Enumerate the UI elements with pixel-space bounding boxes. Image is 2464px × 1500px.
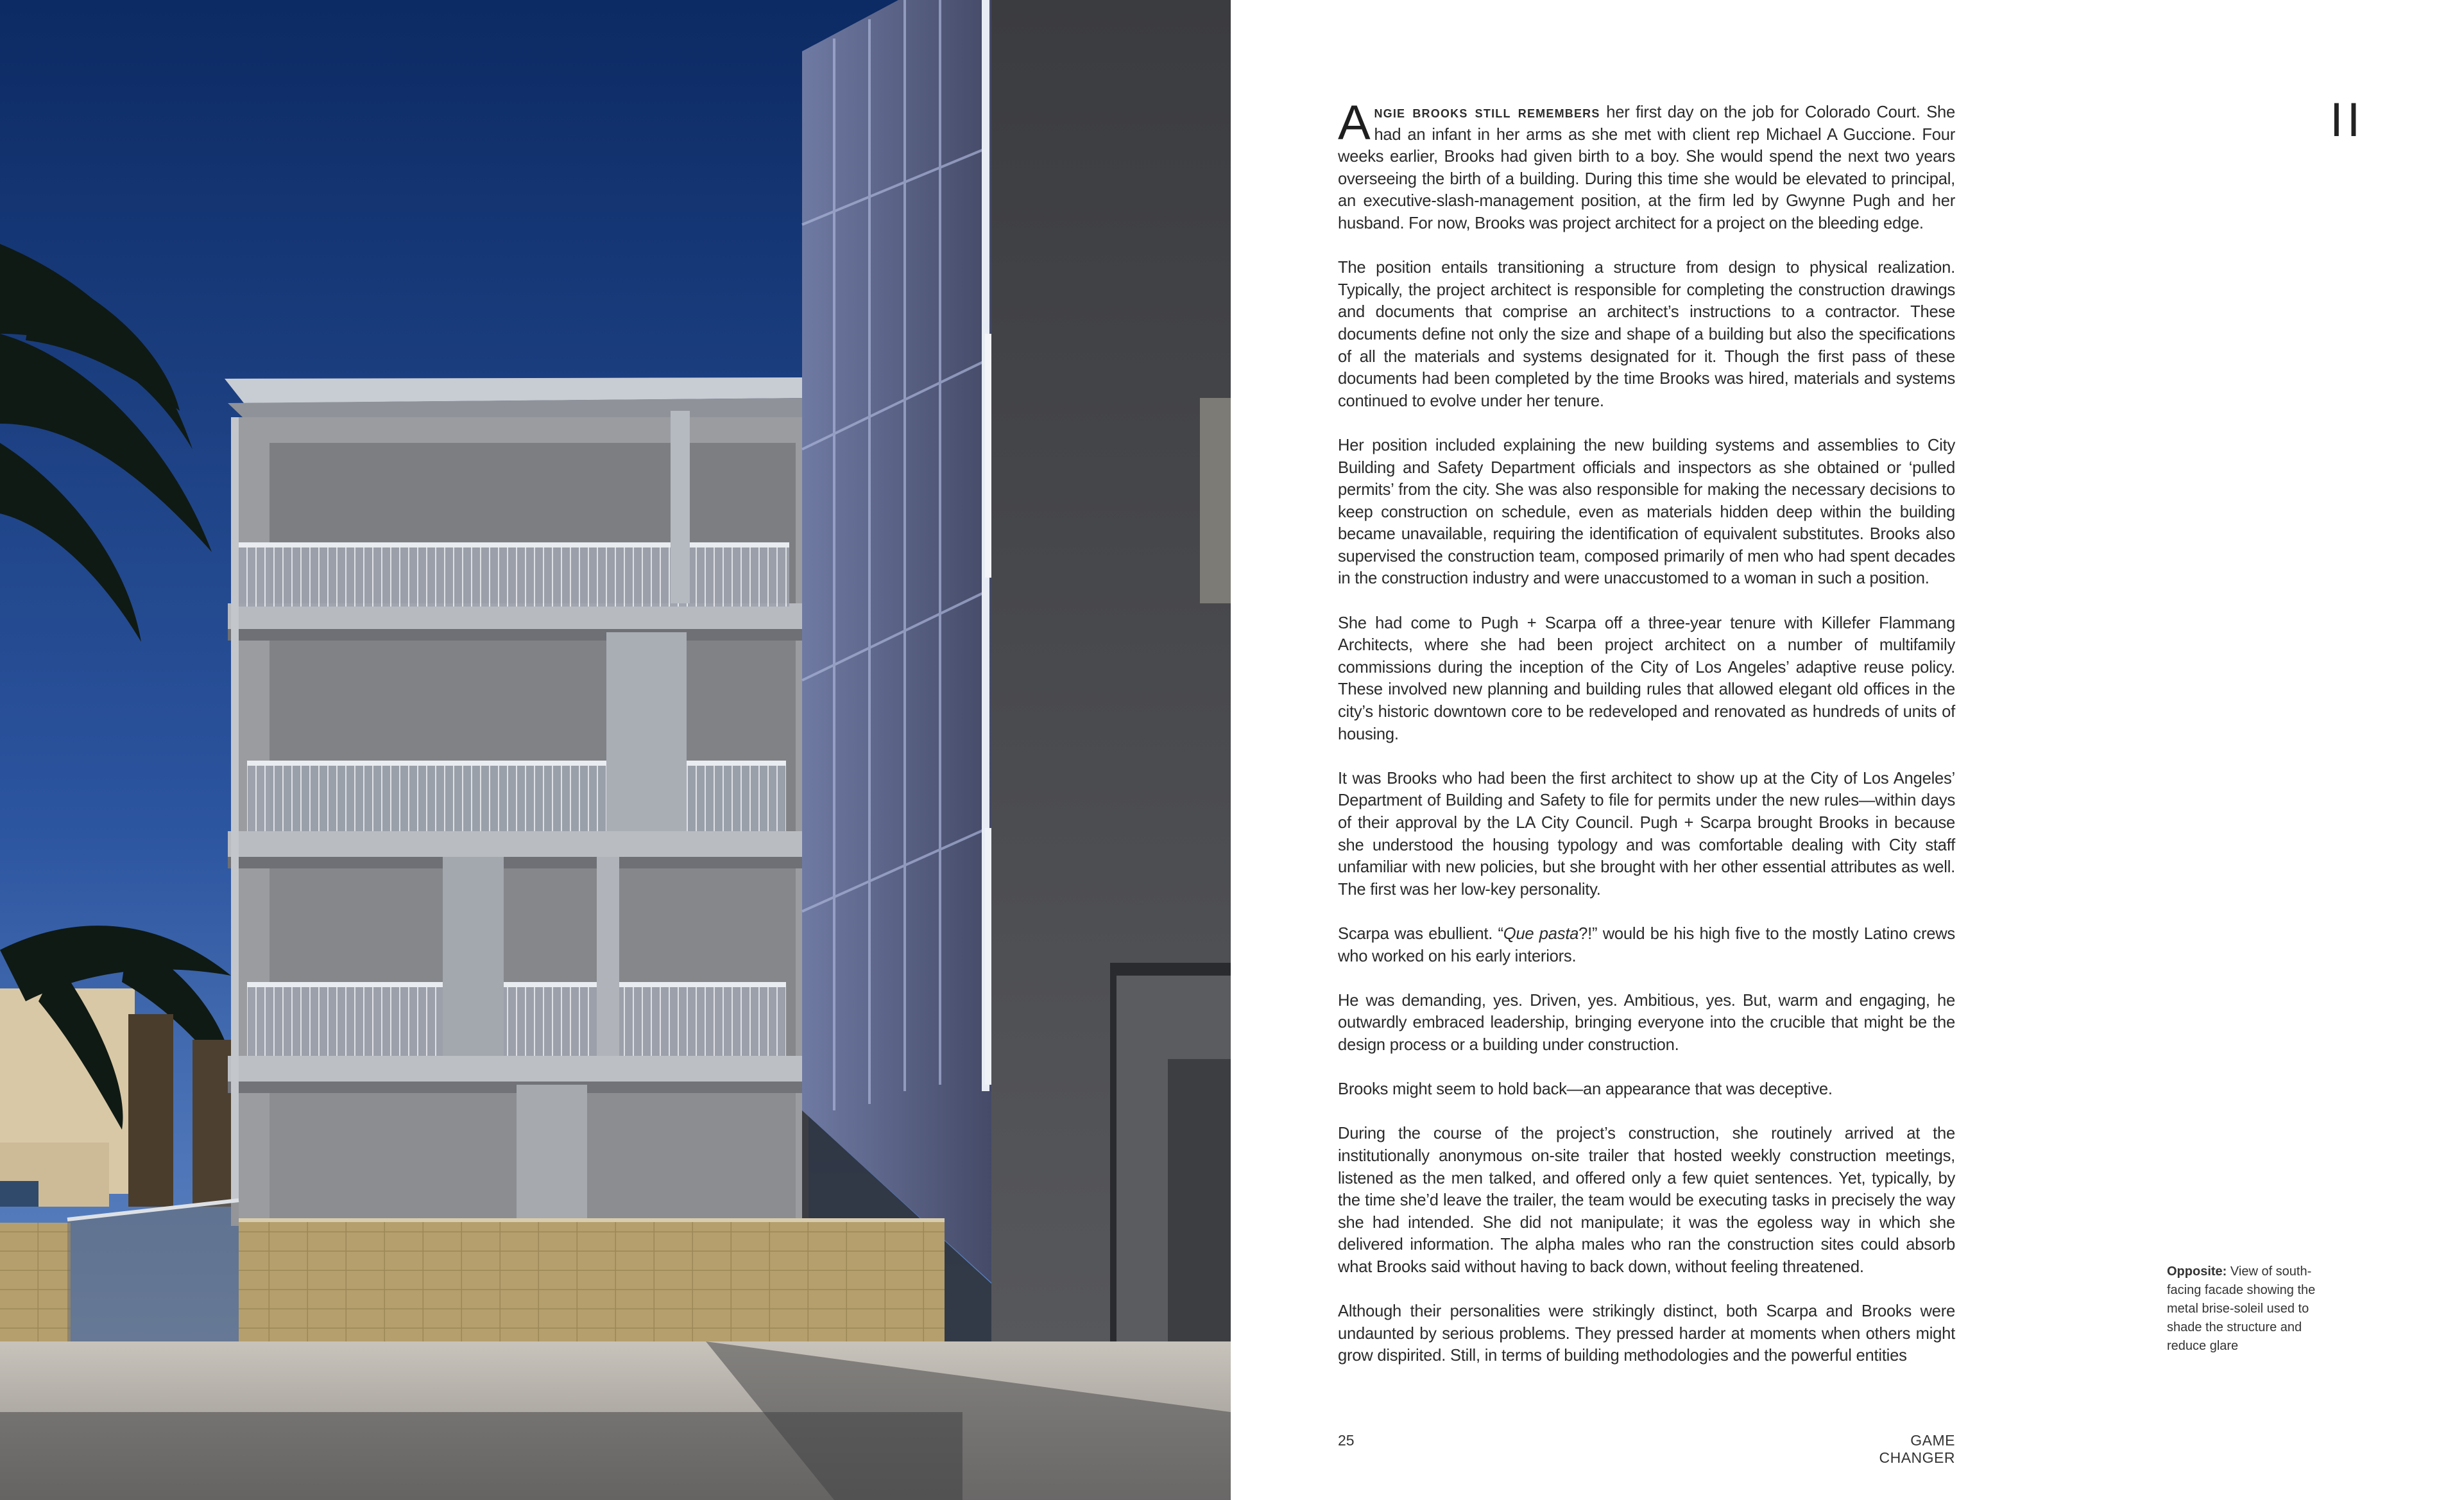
page-number: 25 [1338,1432,1355,1449]
drop-cap: A [1338,96,1371,150]
paragraph-2: The position entails transitioning a structure from design to physical realization. Typically, the project architect is responsible for completing the construction drawings and documents that comprise an architect’s instructions to a contractor. These documents define not only the size and shape of a building but also the specifications of all the materials and systems designated for it. Though the first pass of these documents had been completed by the time Brooks was hired, materials and systems continued to evolve under her tenure. [1338,259,1955,410]
caption-text: View of south-facing facade showing the metal brise-soleil used to shade the structure and reduce glare [2167,1264,2316,1353]
paragraph-6-italic: Que pasta [1503,924,1579,943]
chapter-numeral: II [2330,94,2365,147]
paragraph-7: He was demanding, yes. Driven, yes. Ambitious, yes. But, warm and engaging, he outwardly embraced leadership, bringing everyone into the crucible that might be the design process or a building under construction. [1338,991,1955,1054]
building-photo [0,0,1231,1500]
caption-label: Opposite: [2167,1264,2227,1279]
paragraph-1 [1338,96,1955,235]
paragraph-4: She had come to Pugh + Scarpa off a three-year tenure with Killefer Flammang Architects, where she had been project architect on a number of multifamily commissions during the inception of the City of Los Angeles’ adaptive reuse policy. These involved new planning and building rules that allowed elegant old offices in the city’s historic downtown core to be redeveloped and renovated as hundreds of units of housing. [1338,614,1955,743]
paragraph-6-text-a: Scarpa was ebullient. “ [1338,924,1503,943]
paragraph-6 [1338,923,1955,967]
photo-caption [2167,1263,2334,1356]
text-page [1231,0,2464,1500]
paragraph-8: Brooks might seem to hold back—an appearance that was deceptive. [1338,1080,1833,1099]
running-title: GAME CHANGER [1879,1432,1955,1466]
paragraph-6-text-b: ?!” would be his high five to the mostly Latino crews who worked on his early interiors. [1338,924,1955,965]
paragraph-10: Although their personalities were strikingly distinct, both Scarpa and Brooks were undaunted by serious problems. They pressed harder at moments when others might grow dispirited. Still, in terms of building methodologies and the powerful entities [1338,1302,1955,1365]
paragraph-3: Her position included explaining the new building systems and assemblies to City Building and Safety Department officials and inspectors as she obtained or ‘pulled permits’ from the city. She was also responsible for making the necessary decisions to keep construction on schedule, even as materials hidden deep within the building became unavailable, requiring the identification of equivalent substitutes. Brooks also supervised the construction team, composed primarily of men who had spent decades in the construction industry and were unaccustomed to a woman in such a position. [1338,436,1955,588]
paragraph-9: During the course of the project’s construction, she routinely arrived at the institutionally anonymous on-site trailer that hosted weekly construction meetings, listened as the men talked, and offered only a few quiet sentences. Yet, typically, by the time she’d leave the trailer, the team would be executing tasks in precisely the way she had intended. She did not manipulate; it was the egoless way in which she delivered information. The alpha males who ran the construction sites could absorb what Brooks said without having to back down, without feeling threatened. [1338,1125,1955,1276]
article-body [1338,96,1955,1389]
lead-in-small-caps: ngie brooks still remembers [1374,103,1600,121]
paragraph-1-text: her first day on the job for Colorado Court. She had an infant in her arms as she met with client rep Michael A Guccione. Four weeks earlier, Brooks had given birth to a boy. She would spend the next two years overseeing the birth of a building. During this time she would be elevated to principal, an executive-slash-management position, at the firm led by Gwynne Pugh and her husband. For now, Brooks was project architect for a project on the bleeding edge. [1338,103,1955,232]
paragraph-5: It was Brooks who had been the first architect to show up at the City of Los Angeles’ Department of Building and Safety to file for permits under the new rules—within days of their approval by the LA City Council. Pugh + Scarpa brought Brooks in because she understood the housing typology and was comfortable dealing with City staff unfamiliar with new policies, but she brought with her other essential attributes as well. The first was her low-key personality. [1338,769,1955,899]
building-photo-illustration [0,0,1231,1500]
